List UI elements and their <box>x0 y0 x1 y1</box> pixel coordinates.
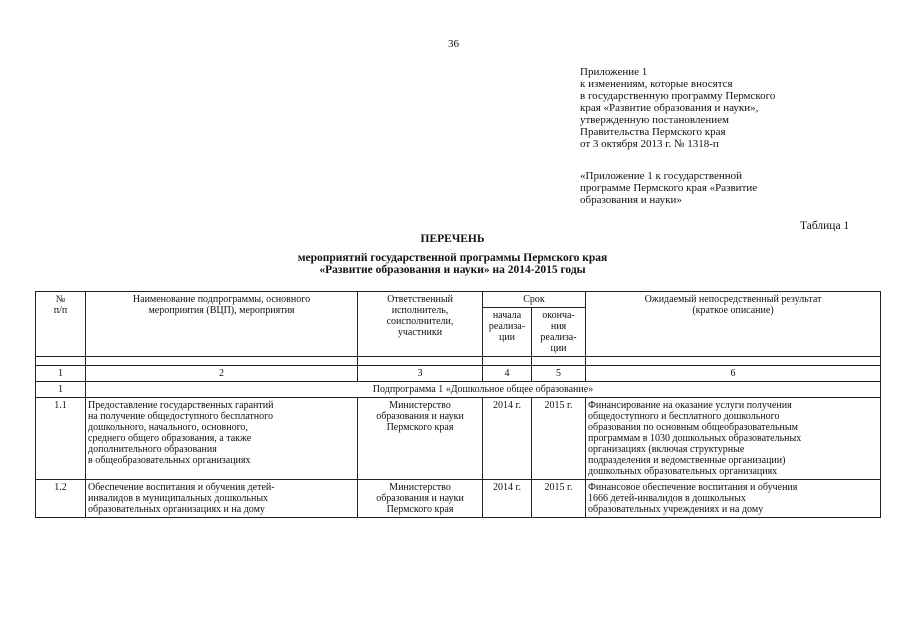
appendix-quote-block <box>580 170 757 206</box>
row-resp-line: образования и науки <box>376 493 464 504</box>
row-name <box>86 480 358 518</box>
appendix-quote-line: «Приложение 1 к государственной <box>580 170 743 182</box>
row-start: 2014 г. <box>483 398 532 480</box>
subprogram-num: 1 <box>36 382 86 398</box>
row-result-line: 1666 детей-инвалидов в дошкольных <box>588 493 746 504</box>
appendix-block <box>580 66 775 150</box>
row-name-line: Предоставление государственных гарантий <box>88 400 274 411</box>
subprogram-row <box>36 382 881 398</box>
header-resp-line: исполнитель, <box>391 305 449 316</box>
column-number: 2 <box>86 366 358 382</box>
row-result-line: организациях (включая структурные <box>588 444 745 455</box>
row-name-line: образовательных организациях и на дому <box>88 504 265 515</box>
row-result-line: образовательных учреждениях и на дому <box>588 504 764 515</box>
page-number: 36 <box>448 38 459 50</box>
row-result-line: образования по основным общеобразовательным <box>588 422 798 433</box>
row-name-line: среднего общего образования, а также <box>88 433 252 444</box>
appendix-line: в государственную программу Пермского <box>580 90 776 102</box>
header-end-line: оконча- <box>542 310 575 321</box>
row-resp-line: Министерство <box>389 400 451 411</box>
column-number: 3 <box>358 366 483 382</box>
appendix-quote-line: программе Пермского края «Развитие <box>580 182 758 194</box>
row-name-line: на получение общедоступного бесплатного <box>88 411 273 422</box>
column-number: 4 <box>483 366 532 382</box>
header-responsible <box>358 292 483 357</box>
appendix-line: Приложение 1 <box>580 66 648 78</box>
column-number-row <box>36 366 881 382</box>
column-number: 5 <box>532 366 586 382</box>
header-name-line: Наименование подпрограммы, основного <box>132 294 311 305</box>
row-resp-line: Пермского края <box>386 504 454 515</box>
header-result-line: Ожидаемый непосредственный результат <box>644 294 822 305</box>
header-num-line: № <box>55 294 66 305</box>
header-start <box>483 308 532 357</box>
subprogram-title: Подпрограмма 1 «Дошкольное общее образование» <box>86 382 881 398</box>
spacer-row <box>36 357 881 366</box>
document-subtitle-line2: «Развитие образования и науки» на 2014-2015 годы <box>319 264 586 276</box>
measures-table <box>35 291 881 518</box>
header-end-line: ния <box>550 321 567 332</box>
header-end-line: реализа- <box>540 332 577 343</box>
row-responsible <box>358 398 483 480</box>
row-responsible <box>358 480 483 518</box>
header-num-line: п/п <box>53 305 68 316</box>
appendix-quote-line: образования и науки» <box>580 194 682 206</box>
header-name <box>86 292 358 357</box>
table-row <box>36 398 881 480</box>
row-result-line: Финансирование на оказание услуги получения <box>588 400 792 411</box>
table-row <box>36 480 881 518</box>
row-num: 1.2 <box>36 480 86 518</box>
column-number: 6 <box>586 366 881 382</box>
row-resp-line: Пермского края <box>386 422 454 433</box>
header-row <box>36 292 881 308</box>
row-result-line: общедоступного и бесплатного дошкольного <box>588 411 780 422</box>
header-result <box>586 292 881 357</box>
appendix-line: края «Развитие образования и науки», <box>580 102 759 114</box>
row-name <box>86 398 358 480</box>
row-result-line: подразделения и ведомственные организации) <box>588 455 786 466</box>
appendix-line: Правительства Пермского края <box>580 126 726 138</box>
appendix-line: к изменениям, которые вносятся <box>580 78 733 90</box>
header-num <box>36 292 86 357</box>
appendix-line: от 3 октября 2013 г. № 1318-п <box>580 138 719 150</box>
header-resp-line: соисполнители, <box>386 316 454 327</box>
document-title: ПЕРЕЧЕНЬ <box>420 233 485 245</box>
header-end <box>532 308 586 357</box>
row-name-line: Обеспечение воспитания и обучения детей- <box>88 482 275 493</box>
header-term: Срок <box>483 292 586 308</box>
row-resp-line: образования и науки <box>376 411 464 422</box>
row-name-line: дополнительного образования <box>88 444 217 455</box>
row-end: 2015 г. <box>532 480 586 518</box>
row-name-line: дошкольного, начального, основного, <box>88 422 248 433</box>
row-result <box>586 480 881 518</box>
header-start-line: реализа- <box>488 321 526 332</box>
table-label: Таблица 1 <box>800 220 850 232</box>
row-result-line: Финансовое обеспечение воспитания и обучения <box>588 482 798 493</box>
header-resp-line: участники <box>397 327 443 338</box>
column-number: 1 <box>36 366 86 382</box>
document-subtitle-line1: мероприятий государственной программы Пермского края <box>297 252 608 264</box>
row-result-line: программам в 1030 дошкольных образовательных <box>588 433 802 444</box>
row-name-line: в общеобразовательных организациях <box>88 455 251 466</box>
header-start-line: ции <box>498 332 516 343</box>
row-result <box>586 398 881 480</box>
header-name-line: мероприятия (ВЦП), мероприятия <box>148 305 295 316</box>
header-resp-line: Ответственный <box>387 294 453 305</box>
header-result-line: (краткое описание) <box>692 305 774 316</box>
row-start: 2014 г. <box>483 480 532 518</box>
header-end-line: ции <box>550 343 567 354</box>
row-resp-line: Министерство <box>389 482 451 493</box>
header-start-line: начала <box>492 310 522 321</box>
row-result-line: дошкольных образовательных организациях <box>588 466 778 477</box>
row-num: 1.1 <box>36 398 86 480</box>
appendix-line: утвержденную постановлением <box>580 114 729 126</box>
row-end: 2015 г. <box>532 398 586 480</box>
row-name-line: инвалидов в муниципальных дошкольных <box>88 493 269 504</box>
